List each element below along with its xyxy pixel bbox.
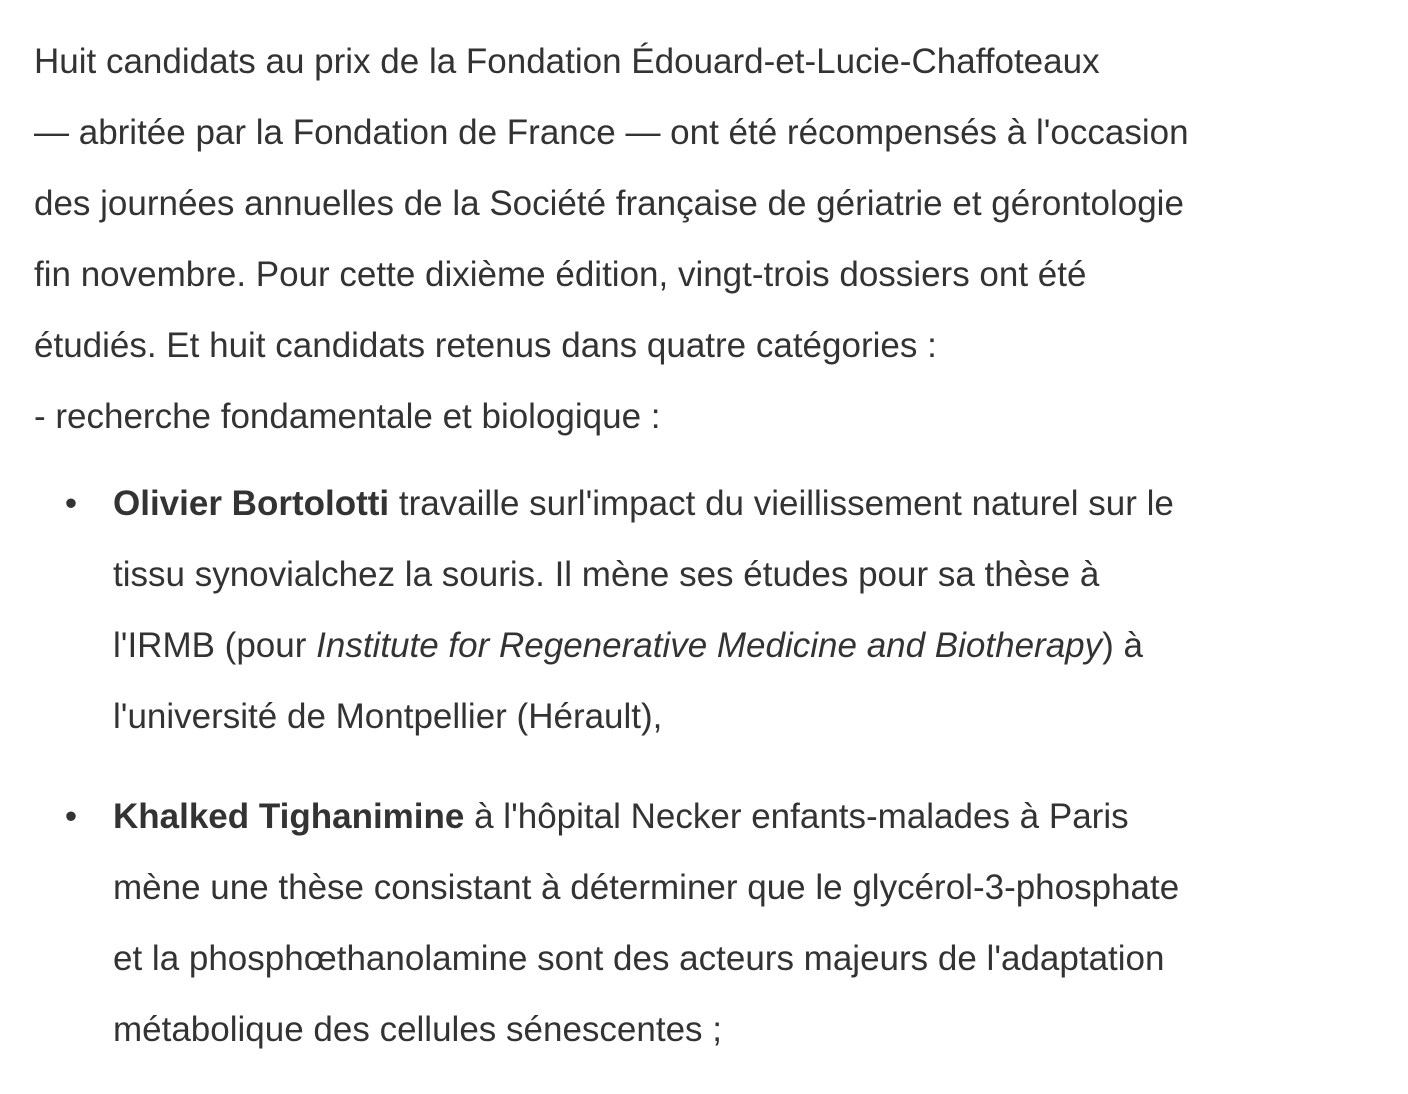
item-line-3: et la phosphœthanolamine sont des acteurs majeurs de l'adaptation bbox=[113, 939, 1165, 978]
laureate-list bbox=[34, 468, 1374, 1065]
item-text: ) à bbox=[1102, 626, 1143, 665]
list-item-tighanimine bbox=[34, 781, 1374, 1065]
item-line-2: mène une thèse consistant à déterminer que le glycérol-3-phosphate bbox=[113, 868, 1180, 907]
item-line-4: l'université de Montpellier (Hérault), bbox=[113, 697, 663, 736]
item-line-1 bbox=[113, 781, 1374, 852]
intro-line-5: étudiés. Et huit candidats retenus dans quatre catégories : bbox=[34, 326, 937, 365]
item-line-2: tissu synovialchez la souris. Il mène ses études pour sa thèse à bbox=[113, 555, 1100, 594]
laureate-name: Olivier Bortolotti bbox=[113, 484, 390, 523]
item-text: l'IRMB (pour bbox=[113, 626, 317, 665]
intro-line-4: fin novembre. Pour cette dixième édition, vingt-trois dossiers ont été bbox=[34, 255, 1087, 294]
intro-paragraph bbox=[34, 26, 1374, 452]
intro-line-1: Huit candidats au prix de la Fondation Édouard-et-Lucie-Chaffoteaux bbox=[34, 42, 1100, 81]
institute-name: Institute for Regenerative Medicine and Biotherapy bbox=[316, 626, 1103, 665]
bullet-icon: • bbox=[64, 484, 78, 523]
list-item-bortolotti bbox=[34, 468, 1374, 752]
category-heading: - recherche fondamentale et biologique : bbox=[34, 397, 661, 436]
laureate-name: Khalked Tighanimine bbox=[113, 797, 465, 836]
intro-line-3: des journées annuelles de la Société française de gériatrie et gérontologie bbox=[34, 184, 1184, 223]
intro-line-2: — abritée par la Fondation de France — ont été récompensés à l'occasion bbox=[34, 113, 1189, 152]
item-line-3 bbox=[113, 610, 1374, 681]
item-line-1 bbox=[113, 468, 1374, 539]
item-text: à l'hôpital Necker enfants-malades à Paris bbox=[464, 797, 1129, 836]
item-text: travaille surl'impact du vieillissement naturel sur le bbox=[389, 484, 1174, 523]
item-line-4: métabolique des cellules sénescentes ; bbox=[113, 1010, 722, 1049]
bullet-icon: • bbox=[64, 797, 78, 836]
